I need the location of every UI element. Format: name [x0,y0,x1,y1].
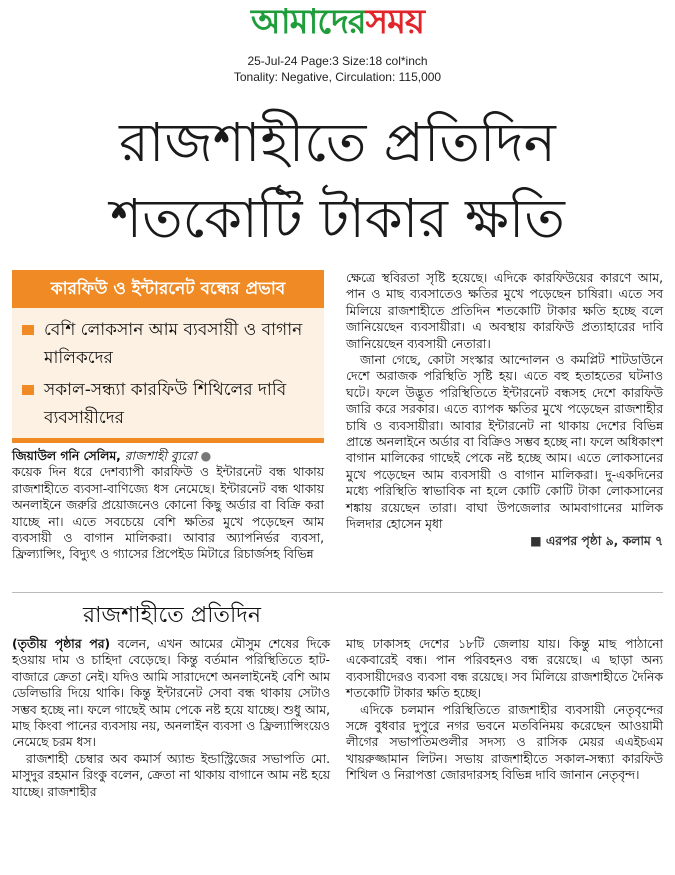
highlight-box-title: কারফিউ ও ইন্টারনেট বন্ধের প্রভাব [12,270,324,308]
continuation-left-paragraph-1: বলেন, এখন আমের মৌসুম শেষের দিকে হওয়ায় দাম ও চাহিদা বেড়েছে। কিন্তু বর্তমান পরিস্থিতিতে হাট-বাজারে ক্রেতা নেই। যদিও আমি সারাদেশে অনলাইনেই বেশি আম ডেলিভারি দিয়ে থাকি। কিন্তু ইন্টারনেট সেবা বন্ধ থাকায় সেটাও সম্ভব হচ্ছে না। ফলে গাছেই আম পেকে নষ্ট হয়ে যাচ্ছে। শুধু আম, মাছ কিংবা পানের ব্যবসায় নয়, অনলাইন ব্যবসা ও ফ্রিল্যান্সিংয়েও নেমেছে চরম ধস। [12,637,330,750]
article-left-text: কয়েক দিন ধরে দেশব্যাপী কারফিউ ও ইন্টারনেট বন্ধ থাকায় রাজশাহীতে ব্যবসা-বাণিজ্যে ধস নেমেছে। ইন্টারনেট বন্ধ থাকায় অনলাইনে জরুরি প্রয়োজনেও কোনো কিছু অর্ডার বা বিক্রি করা যাচ্ছে না। এতে সবচেয়ে বেশি ক্ষতির মুখে পড়েছেন আম ব্যবসায়ী ও বাগান মালিকরা। আবার অ্যাপনির্ভর ব্যবসা, ফ্রিল্যান্সিং, বিদ্যুৎ ও গ্যাসের প্রিপেইড মিটারে রিচার্জসহ বিভিন্ন [12,465,324,562]
logo-part-2: সময় [365,2,424,42]
newspaper-logo [0,2,675,42]
continuation-right-paragraph-1: মাছ ঢাকাসহ দেশের ১৮টি জেলায় যায়। কিন্তু মাছ পাঠানো একেবারেই বন্ধ। পান পরিবহনও বন্ধ রয়েছে। এ ছাড়া অন্য ব্যবসায়ীদেরও ব্যবসা বন্ধ রয়েছে। সব মিলিয়ে রাজশাহীতে দৈনিক শতকোটি টাকার ক্ষতি হচ্ছে। [346,637,663,701]
article-right-column [346,270,663,549]
byline-name: জিয়াউল গনি সেলিম, [12,449,121,463]
jump-reference: ■ এরপর পৃষ্ঠা ৯, কলাম ৭ [530,533,663,548]
article-right-paragraph-1: ক্ষেত্রে স্থবিরতা সৃষ্টি হয়েছে। এদিকে কারফিউয়ের কারণে আম, পান ও মাছ ব্যবসাতেও ক্ষতির মুখে পড়েছেন চাষিরা। এতে সব মিলিয়ে রাজশাহীতে প্রতিদিন শতকোটি টাকার ক্ষতি হচ্ছে বলে জানিয়েছেন ব্যবসায়ীরা। এ অবস্থায় কারফিউ প্রত্যাহারের দাবি জানিয়েছেন ব্যবসায়ী নেতারা। [346,271,663,351]
continuation-heading: রাজশাহীতে প্রতিদিন [83,603,261,628]
continuation-right-paragraph-2: এদিকে চলমান পরিস্থিতিতে রাজশাহীর ব্যবসায়ী নেতৃবৃন্দের সঙ্গে বুধবার দুপুরে নগর ভবনে মতবিনিময় করেছেন আওয়ামী লীগের সভাপতিমণ্ডলীর সদস্য ও রাসিক মেয়র এএইচএম খায়রুজ্জামান লিটন। সভায় রাজশাহীতে সকাল-সন্ধ্যা কারফিউ শিথিল ও নিরাপত্তা জোরদারসহ বিভিন্ন দাবি জানান নেতৃবৃন্দ। [346,702,663,783]
continuation-right-column [346,636,663,784]
logo-part-1: আমাদের [251,2,366,42]
continuation-left-paragraph-2: রাজশাহী চেম্বার অব কমার্স অ্যান্ড ইন্ডাস্ট্রিজের সভাপতি মো. মাসুদুর রহমান রিংকু বলেন, ক্রেতা না থাকায় বাগানে আম নষ্ট হয়ে যাচ্ছে। রাজশাহীর [12,751,330,799]
headline-line-1: রাজশাহীতে প্রতিদিন [119,111,556,174]
highlight-bullet-text: বেশি লোকসান আম ব্যবসায়ী ও বাগান মালিকদের [44,320,303,368]
article-right-paragraph-2: জানা গেছে, কোটা সংস্কার আন্দোলন ও কমপ্লিট শাটডাউনে দেশে অরাজক পরিস্থিতি সৃষ্টি হয়। এতে বহু হতাহতের ঘটনাও ঘটে। ফলে উদ্ভূত পরিস্থিতিতে ইন্টারনেট বন্ধসহ দেশে কারফিউ জারি করে সরকার। এতে ব্যাপক ক্ষতির মুখে পড়েছেন রাজশাহীর চাষি ও ব্যবসায়ীরা। আবার ইন্টারনেট না থাকায় দেশের বিভিন্ন প্রান্তে অনলাইনে অর্ডার বা বিক্রিও সম্ভব হচ্ছে না। ফলে অধিকাংশ বাগান মালিকের গাছেই পেকে নষ্ট হচ্ছে আম। এতে লোকসানের মুখে পড়েছেন আম ব্যবসায়ী ও বাগান মালিকরা। দু-একদিনের মধ্যে পরিস্থিতি স্বাভাবিক না হলে কোটি কোটি টাকা লোকসানের শঙ্কায় রয়েছেন তারা। বাঘা উপজেলার আমবাগানের মালিক দিলদার হোসেন মৃধা [346,353,663,532]
byline-location: রাজশাহী ব্যুরো [124,449,197,463]
highlight-bullet [22,376,318,432]
clip-info-tonality: Tonality: Negative, Circulation: 115,000 [233,70,442,84]
continued-from-label: (তৃতীয় পৃষ্ঠার পর) [12,637,111,651]
highlight-bullet [22,316,318,372]
square-bullet-icon [22,325,34,335]
article-left-column: জিয়াউল গনি সেলিম, রাজশাহী ব্যুরো ● কয়েক দিন ধরে দেশব্যাপী কারফিউ ও ইন্টারনেট বন্ধ থাকায় রাজশাহীতে ব্যবসা-বাণিজ্যে ধস নেমেছে। ইন্টারনেট বন্ধ থাকায় অনলাইনে জরুরি প্রয়োজনেও কোনো কিছু অর্ডার বা বিক্রি করা যাচ্ছে না। এতে সবচেয়ে বেশি ক্ষতির মুখে পড়েছেন আম ব্যবসায়ী ও বাগান মালিকরা। আবার অ্যাপনির্ভর ব্যবসা, ফ্রিল্যান্সিং, বিদ্যুৎ ও গ্যাসের প্রিপেইড মিটারে রিচার্জসহ বিভিন্ন [12,449,324,562]
highlight-bullet-text: সকাল-সন্ধ্যা কারফিউ শিথিলের দাবি ব্যবসায়ীদের [44,380,287,428]
clip-info-date-page: 25-Jul-24 Page:3 Size:18 col*inch [247,54,428,68]
square-bullet-icon [22,385,34,395]
highlight-box [12,270,324,443]
continuation-left-column [12,636,330,800]
section-divider [12,592,663,593]
headline-line-2: শতকোটি টাকার ক্ষতি [110,187,565,250]
